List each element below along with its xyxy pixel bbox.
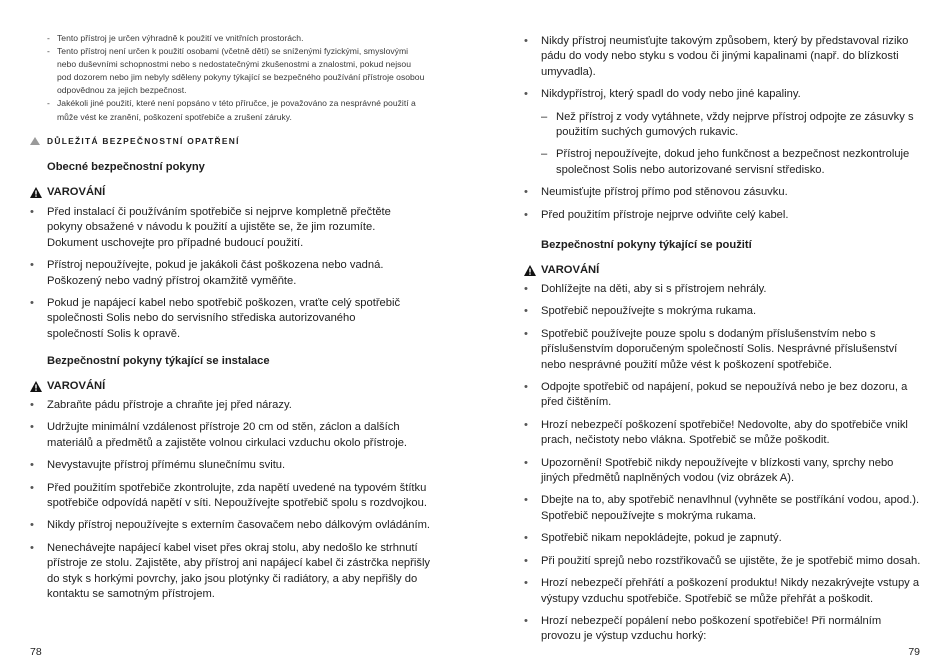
list-item: • Hrozí nebezpečí přehřátí a poškození produktu! Nikdy nezakrývejte vstupy a výstupy vzduchu spotřebiče. Spotřebič se může přehřát a poškodit. — [524, 577, 920, 605]
list-item: • Před použitím přístroje nejprve odviňte celý kabel. — [524, 208, 789, 221]
list-item: • Přístroj nepoužívejte, pokud je jakákoli část poškozena nebo vadná. Poškozený nebo vadný přístroj okamžitě vyměňte. — [30, 259, 384, 287]
list-item: • Neumisťujte přístroj přímo pod stěnovou zásuvku. — [524, 186, 788, 199]
warning-icon — [30, 381, 42, 392]
list-item: - Jakékoli jiné použití, které není popsáno v této příručce, je považováno za nesprávné použití a může vést ke zranění, poškození spotřebiče a zrušení záruky. — [47, 98, 416, 122]
list-item: • Hrozí nebezpečí popálení nebo poškození spotřebiče! Při normálním provozu je výstup vzduchu horký: — [524, 614, 882, 643]
list-item: • Nikdy přístroj nepoužívejte s externím časovačem nebo dálkovým ovládáním. — [30, 519, 431, 532]
list-item: • Při použití sprejů nebo rozstřikovačů se ujistěte, že je spotřebič mimo dosah. — [524, 554, 921, 567]
use-safety-list — [524, 282, 921, 652]
list-item: • Nevystavujte přístroj přímému slunečnímu svitu. — [30, 459, 286, 472]
list-item: • Dbejte na to, aby spotřebič nenavlhnul (vyhněte se postříkání vodou, apod.). Spotřebič nepoužívejte s mokrýma rukama. — [524, 494, 920, 522]
list-item: • Udržujte minimální vzdálenost přístroje 20 cm od stěn, záclon a dalších materiálů a předmětů a zajistěte volnou cirkulaci vzduchu okolo přístroje. — [30, 421, 408, 449]
list-item: • Spotřebič používejte pouze spolu s dodaným příslušenstvím nebo s příslušenstvím doporučeným společností Solis. Nesprávné příslušenství nebo nesprávné použití může vést k poškození spotřebiče. — [524, 327, 898, 371]
list-item: • Nenechávejte napájecí kabel viset přes okraj stolu, aby nedošlo ke strhnutí přístroje ze stolu. Zajistěte, aby přístroj ani napájecí kabel či zástrčka nepřišly do styk s horkými povrchy, jako jsou plotýnky či radiátory, a aby nepřišly do kontaktu se samotným přístrojem. — [30, 541, 431, 601]
sub-list-item: – Přístroj nepoužívejte, dokud jeho funkčnost a bezpečnost nezkontroluje společnost Solis nebo autorizované servisní středisko. — [541, 148, 910, 176]
warning-label: VAROVÁNÍ — [30, 186, 105, 198]
sub-list-item: – Než přístroj z vody vytáhnete, vždy nejprve přístroj odpojte ze zásuvky s použitím suchých gumových rukavic. — [541, 110, 914, 139]
list-item: • Upozornění! Spotřebič nikdy nepoužívejte v blízkosti vany, sprchy nebo jiných předmětů naplněných vodou (viz obrázek A). — [524, 456, 894, 485]
list-item: • Spotřebič nikam nepokládejte, pokud je zapnutý. — [524, 532, 782, 545]
list-item: • Nikdy přístroj neumisťujte takovým způsobem, který by představoval riziko pádu do vody nebo styku s vodou či jinými kapalinami (např. do blízkosti umyvadla). — [524, 35, 909, 78]
list-item: • Dohlížejte na děti, aby si s přístrojem nehrály. — [524, 283, 767, 295]
general-safety-list — [30, 205, 412, 349]
warning-triangle-icon — [30, 137, 40, 145]
list-item: • Před instalací či používáním spotřebiče si nejprve kompletně přečtěte pokyny obsažené v návodu k použití a ujistěte se, že jim rozumíte. Dokument uschovejte pro případné budoucí použití. — [30, 206, 391, 249]
list-item: • Zabraňte pádu přístroje a chraňte jej před nárazy. — [30, 399, 292, 411]
important-safety-heading: DŮLEŽITÁ BEZPEČNOSTNÍ OPATŘENÍ — [30, 136, 240, 146]
list-item: • Pokud je napájecí kabel nebo spotřebič poškozen, vraťte celý spotřebič společnosti Solis nebo do servisního střediska autorizovaného společností Solis k opravě. — [30, 297, 401, 340]
installation-safety-list — [30, 398, 432, 609]
page-number: 78 — [30, 646, 42, 658]
general-safety-heading: Obecné bezpečnostní pokyny — [47, 161, 205, 173]
list-item: • Hrozí nebezpečí poškození spotřebiče! Nedovolte, aby do spotřebiče vnikl prach, nečistoty nebo vlákna. Spotřebič se může poškodit. — [524, 418, 908, 447]
warning-icon — [524, 265, 536, 276]
page-number: 79 — [908, 646, 920, 658]
list-item: • Odpojte spotřebič od napájení, pokud se nepoužívá nebo je bez dozoru, a před čištěním. — [524, 381, 908, 409]
right-page — [475, 0, 950, 660]
warning-icon — [30, 187, 42, 198]
use-safety-heading: Bezpečnostní pokyny týkající se použití — [541, 239, 752, 251]
warning-label: VAROVÁNÍ — [30, 380, 105, 392]
list-item: • Před použitím spotřebiče zkontrolujte, zda napětí uvedené na typovém štítku spotřebiče odpovídá napětí v síti. Nepoužívejte spotřebič spolu s rozdvojkou. — [30, 481, 427, 510]
list-item: - Tento přístroj je určen výhradně k použití ve vnitřních prostorách. — [47, 33, 304, 43]
intended-use-list — [47, 32, 427, 124]
list-item: • Spotřebič nepoužívejte s mokrýma rukama. — [524, 305, 757, 318]
warning-label: VAROVÁNÍ — [524, 264, 599, 276]
placement-safety-list — [524, 34, 921, 230]
list-item: • Nikdypřístroj, který spadl do vody nebo jiné kapaliny. — [524, 88, 801, 101]
list-item: - Tento přístroj není určen k použití osobami (včetně dětí) se sníženými fyzickými, smyslovými nebo duševními schopnostmi nebo s nedostatečnými zkušenostmi a znalostmi, pokud nejsou pod dozorem nebo jim nebyly sděleny pokyny týkající se bezpečného používání přístroje osobou odpovědnou za jejich bezpečnost. — [47, 46, 425, 96]
installation-safety-heading: Bezpečnostní pokyny týkající se instalace — [47, 355, 270, 367]
